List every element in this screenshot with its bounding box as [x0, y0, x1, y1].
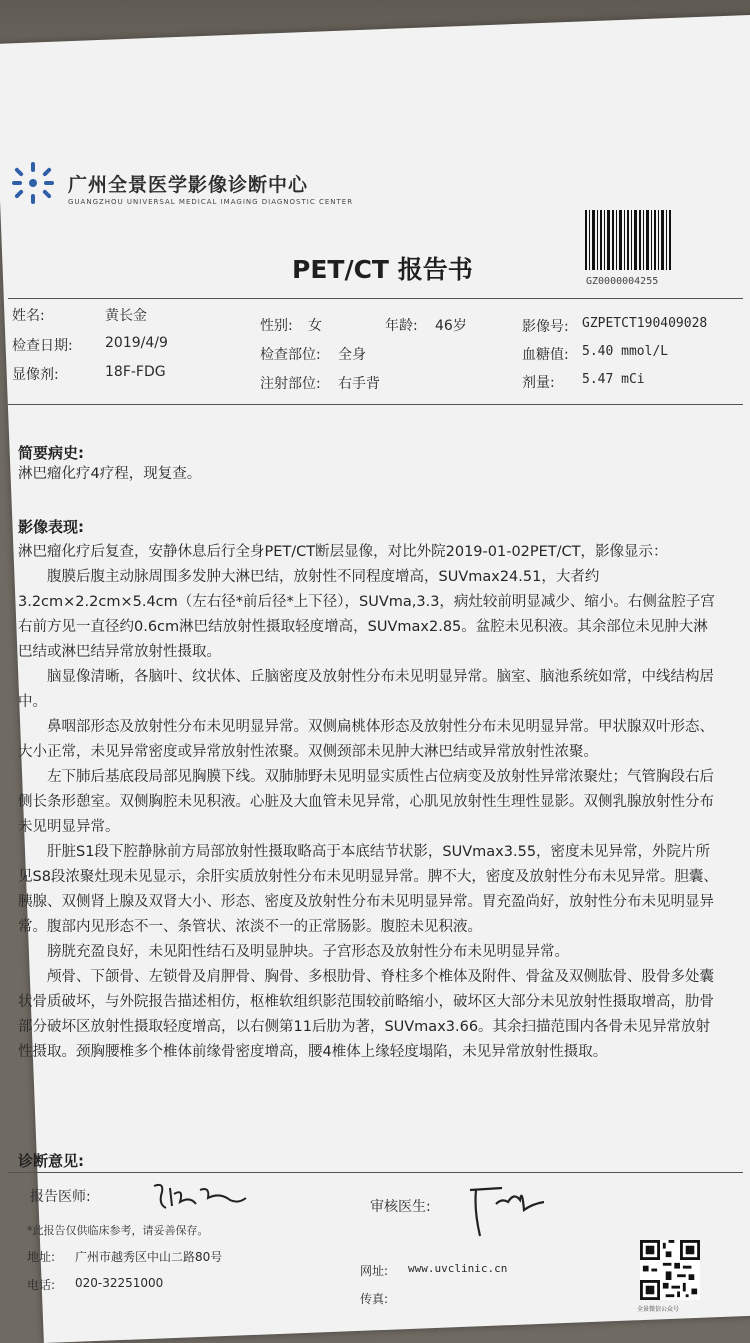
divider-info-bottom	[8, 404, 743, 405]
diagnosis-heading: 诊断意见:	[18, 1152, 84, 1170]
glucose-label: 血糖值:	[522, 347, 569, 363]
blood-glucose: 5.40 mmol/L	[582, 344, 669, 359]
inject-site: 右手背	[338, 376, 380, 392]
website-label: 网址:	[360, 1264, 389, 1278]
sex-label: 性别:	[260, 318, 293, 334]
findings-paragraph: 颅骨、下颌骨、左锁骨及肩胛骨、胸骨、多根肋骨、脊柱多个椎体及附件、骨盆及双侧肱骨、股骨多处囊状骨质破坏，与外院报告描述相仿，枢椎软组织影范围较前略缩小，破坏区大部分未见放射性摄取增高，肋骨部分破坏区放射性摄取轻度增高，以右侧第11后肋为著，SUVmax3.66。其余扫描范围内各骨未见异常放射性摄取。颈胸腰椎多个椎体前缘骨密度增高，腰4椎体上缘轻度塌陷，未见异常放射性摄取。	[18, 969, 714, 1060]
image-number: GZPETCT190409028	[582, 316, 708, 331]
divider-diagnosis	[8, 1172, 743, 1173]
inject-site-label: 注射部位:	[260, 376, 321, 392]
findings-body	[18, 540, 718, 1065]
exam-date: 2019/4/9	[105, 335, 168, 351]
phone: 020-32251000	[75, 1276, 164, 1290]
patient-age: 46岁	[435, 318, 467, 334]
imaging-agent: 18F-FDG	[105, 364, 166, 380]
exam-part-label: 检查部位:	[260, 347, 321, 363]
history-text-line: 淋巴瘤化疗4疗程，现复查。	[18, 466, 202, 482]
image-no-label: 影像号:	[522, 319, 569, 335]
website[interactable]: www.uvclinic.cn	[408, 1262, 508, 1275]
agent-label: 显像剂:	[12, 367, 59, 383]
findings-paragraph: 膀胱充盈良好，未见阳性结石及明显肿块。子宫形态及放射性分布未见明显异常。	[47, 944, 569, 960]
findings-paragraph: 左下肺后基底段局部见胸膜下线。双肺肺野未见明显实质性占位病变及放射性异常浓聚灶；气管胸段右后侧长条形憩室。双侧胸腔未见积液。心脏及大血管未见异常，心肌见放射性生理性显影。双侧乳腺放射性分布未见明显异常。	[18, 769, 714, 835]
findings-paragraph: 肝脏S1段下腔静脉前方局部放射性摄取略高于本底结节状影，SUVmax3.55，密度未见异常，外院片所见S8段浓聚灶现未见显示，余肝实质放射性分布未见明显异常。脾不大，密度及放射性分布未见异常。胆囊、胰腺、双侧肾上腺及双肾大小、形态、密度及放射性分布未见明显异常。胃充盈尚好，放射性分布未见明显异常。腹部内见形态不一、条管状、浓淡不一的正常肠影。腹腔未见积液。	[18, 844, 718, 935]
exam-part: 全身	[338, 347, 366, 363]
reviewer-signature-icon	[462, 1180, 552, 1240]
exam-date-label: 检查日期:	[12, 338, 73, 354]
name-label: 姓名:	[12, 308, 45, 324]
barcode-icon	[585, 210, 673, 270]
barcode-number: GZ0000004255	[586, 276, 659, 287]
center-logo-icon	[8, 158, 58, 208]
dose-value: 5.47 mCi	[582, 372, 645, 387]
qr-code-icon	[640, 1240, 700, 1300]
findings-paragraph: 淋巴瘤化疗后复查，安静休息后行全身PET/CT断层显像，对比外院2019-01-02PET/CT，影像显示：	[18, 544, 668, 560]
dose-label: 剂量:	[522, 375, 555, 391]
phone-label: 电话:	[27, 1278, 56, 1292]
report-title: PET/CT 报告书	[292, 255, 473, 284]
reporter-label: 报告医师:	[30, 1189, 91, 1205]
history-text	[18, 462, 718, 487]
patient-name: 黄长金	[105, 308, 147, 324]
org-name-cn: 广州全景医学影像诊断中心	[68, 174, 309, 196]
reporter-signature-icon	[150, 1178, 250, 1214]
qr-caption: 全景微信公众号	[637, 1306, 680, 1313]
history-heading: 简要病史:	[18, 444, 84, 462]
age-label: 年龄:	[385, 318, 418, 334]
address: 广州市越秀区中山二路80号	[75, 1250, 223, 1264]
findings-paragraph: 鼻咽部形态及放射性分布未见明显异常。双侧扁桃体形态及放射性分布未见明显异常。甲状腺双叶形态、大小正常，未见异常密度或异常放射性浓聚。双侧颈部未见肿大淋巴结或异常放射性浓聚。	[18, 719, 714, 760]
patient-sex: 女	[308, 318, 322, 334]
findings-heading: 影像表现:	[18, 518, 84, 536]
divider-top	[8, 298, 743, 299]
findings-paragraph: 腹膜后腹主动脉周围多发肿大淋巴结，放射性不同程度增高，SUVmax24.51，大者约3.2cm×2.2cm×5.4cm（左右径*前后径*上下径），SUVma,3.3，病灶较前明显减少、缩小。右侧盆腔子宫右前方见一直径约0.6cm淋巴结放射性摄取轻度增高，SUVmax2.85。盆腔未见积液。其余部位未见肿大淋巴结或淋巴结异常放射性摄取。	[18, 569, 715, 660]
address-label: 地址:	[27, 1250, 56, 1264]
findings-paragraph: 脑显像清晰，各脑叶、纹状体、丘脑密度及放射性分布未见明显异常。脑室、脑池系统如常，中线结构居中。	[18, 669, 714, 710]
disclaimer-note: *此报告仅供临床参考，请妥善保存。	[27, 1224, 209, 1237]
reviewer-label: 审核医生:	[370, 1199, 431, 1215]
org-name-en: GUANGZHOU UNIVERSAL MEDICAL IMAGING DIAGNOSTIC CENTER	[68, 198, 354, 206]
fax-label: 传真:	[360, 1292, 389, 1306]
